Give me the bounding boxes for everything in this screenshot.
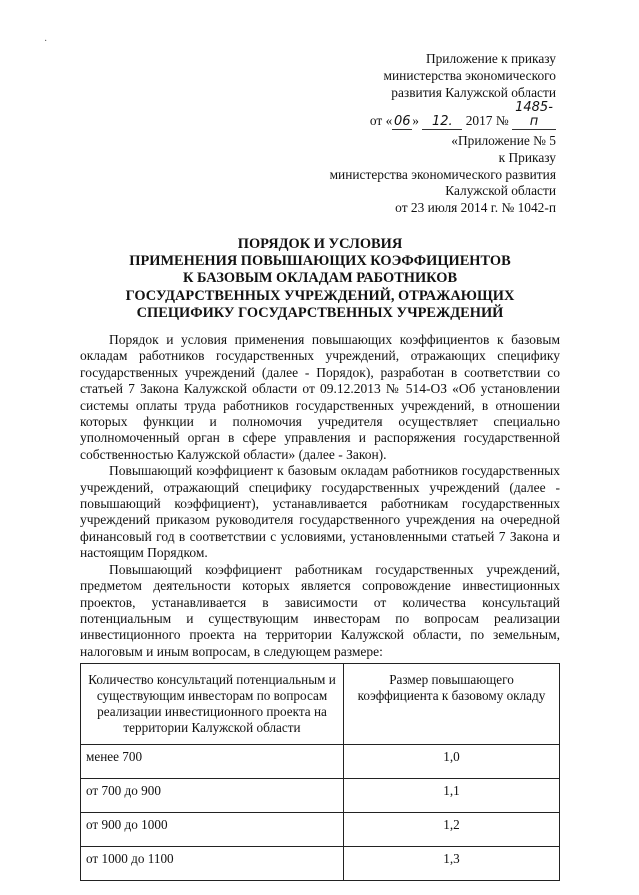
table-header-row: [81, 664, 560, 745]
handwritten-order-number: 1485-п: [512, 101, 556, 130]
header-line-1: Приложение к приказу: [425, 51, 556, 66]
appendix-reference: [330, 133, 556, 217]
date-year: 2017: [465, 113, 493, 129]
paragraph-1: Порядок и условия применения повышающих коэффициентов к базовым окладам работников государственных учреждений, отражающих специфику государственных учреждений (далее - Порядок), разработан в соответствии со статьей 7 Закона Калужской области от 09.12.2013 № 514-ОЗ «Об установлении системы оплаты труда работников государственных учреждений, в отношении которых функции и полномочия учредителя осуществляет специально уполномоченный орган в сфере управления и распоряжения государственной собственностью Калужской области» (далее - Закон).: [80, 332, 560, 462]
title-line-3: К БАЗОВЫМ ОКЛАДАМ РАБОТНИКОВ: [182, 270, 458, 287]
table-cell-range: менее 700: [81, 745, 344, 779]
handwritten-month: 12.: [422, 115, 462, 130]
header-line-3: развития Калужской области: [391, 84, 556, 100]
header-date-line: [370, 101, 556, 130]
table-cell-range: от 700 до 900: [81, 779, 344, 813]
date-prefix: от «: [369, 113, 393, 129]
appendix-ref-line-4: Калужской области: [445, 183, 556, 199]
table-cell-coefficient: 1,0: [344, 745, 560, 779]
table-row: [81, 779, 560, 813]
number-sign: №: [495, 113, 509, 129]
document-body: [80, 332, 560, 660]
header-line-2: министерства экономического: [383, 67, 556, 83]
scan-speck: ·: [44, 36, 48, 47]
table-cell-coefficient: 1,1: [344, 779, 560, 813]
paragraph-2: Повышающий коэффициент к базовым окладам работников государственных учреждений, отражающий специфику государственных учреждений (далее - повышающий коэффициент), устанавливается работникам государственных учреждений приказом руководителя государственного учреждения на очередной финансовый год в соответствии с условиями, установленными статьей 7 Закона и настоящим Порядком.: [80, 463, 560, 561]
table-cell-coefficient: 1,3: [344, 847, 560, 881]
table-header-consultations: Количество консультаций потенциальным и существующим инвесторам по вопросам реализации инвестиционного проекта на территории Калужской области: [81, 664, 344, 745]
table-row: [81, 847, 560, 881]
appendix-ref-line-2: к Приказу: [498, 149, 556, 165]
table-cell-range: от 900 до 1000: [81, 813, 344, 847]
appendix-ref-line-3: министерства экономического развития: [329, 166, 556, 182]
title-line-5: СПЕЦИФИКУ ГОСУДАРСТВЕННЫХ УЧРЕЖДЕНИЙ: [136, 304, 504, 321]
handwritten-day: 06: [394, 114, 411, 130]
title-line-4: ГОСУДАРСТВЕННЫХ УЧРЕЖДЕНИЙ, ОТРАЖАЮЩИХ: [125, 287, 515, 304]
table-row: [81, 745, 560, 779]
table-cell-range: от 1000 до 1100: [81, 847, 344, 881]
table-header-coefficient: Размер повышающего коэффициента к базовому окладу: [344, 664, 560, 745]
appendix-ref-line-1: «Приложение № 5: [451, 133, 556, 148]
coefficient-table: [80, 663, 560, 881]
title-line-2: ПРИМЕНЕНИЯ ПОВЫШАЮЩИХ КОЭФФИЦИЕНТОВ: [129, 253, 511, 270]
table-row: [81, 813, 560, 847]
title-line-1: ПОРЯДОК И УСЛОВИЯ: [237, 236, 403, 252]
appendix-ref-line-5: от 23 июля 2014 г. № 1042-п: [395, 200, 556, 216]
order-appendix-header: [370, 51, 556, 130]
document-title: [80, 236, 560, 322]
date-day-suffix: »: [412, 113, 419, 129]
paragraph-3: Повышающий коэффициент работникам государственных учреждений, предметом деятельности которых является сопровождение инвестиционных проектов, устанавливается в зависимости от количества консультаций потенциальным и существующим инвесторам по вопросам реализации инвестиционного проекта на территории Калужской области, по земельным, налоговым и иным вопросам, в следующем размере:: [80, 561, 560, 659]
table-cell-coefficient: 1,2: [344, 813, 560, 847]
